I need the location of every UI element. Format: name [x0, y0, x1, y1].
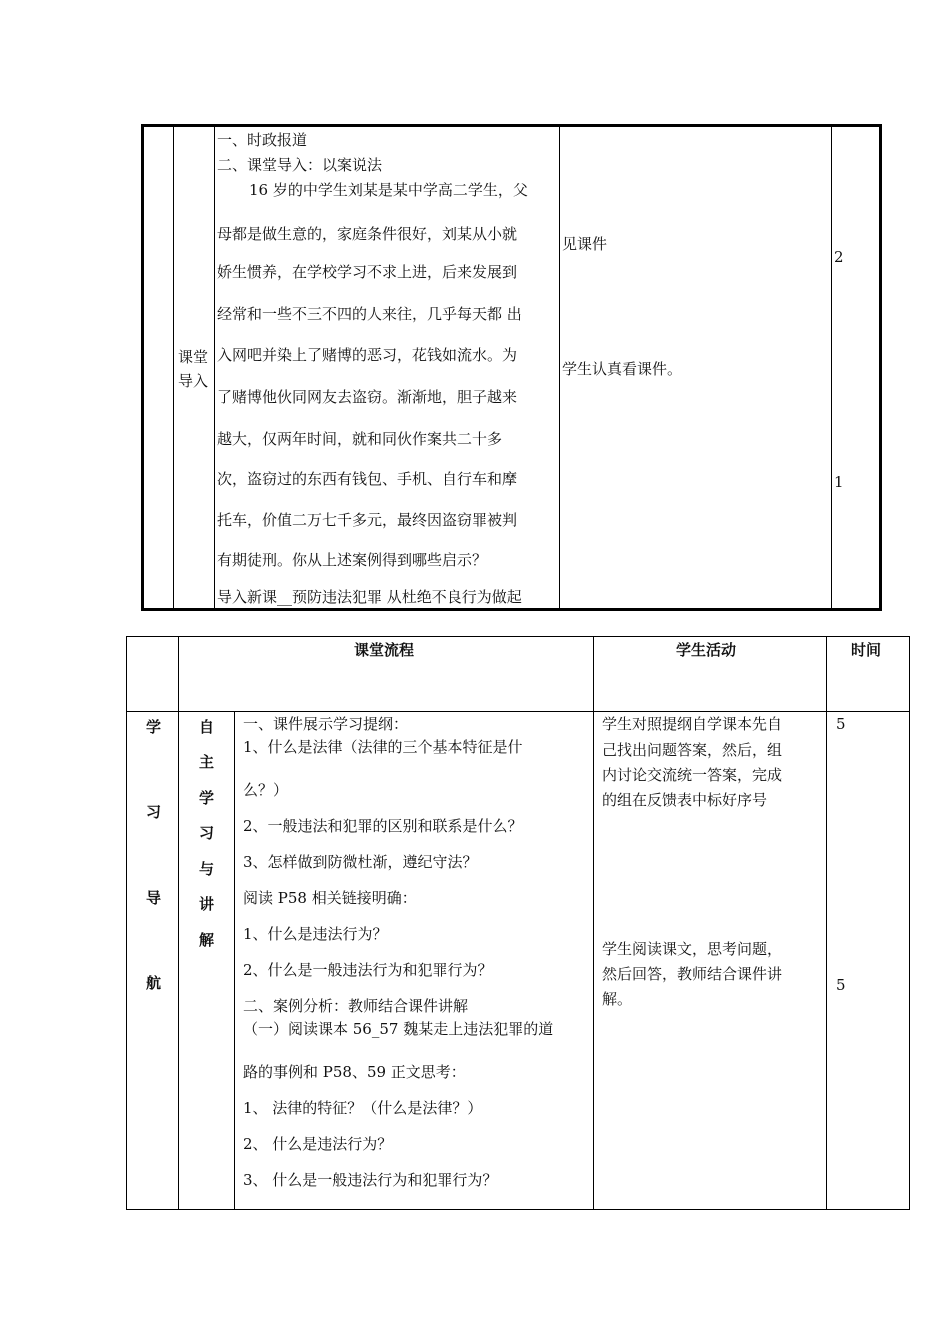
content-line: 二、课堂导入：以案说法 [217, 156, 383, 174]
student-activity: 解。 [602, 990, 633, 1008]
content-line: 入网吧并染上了赌博的恶习，花钱如流水。为 [217, 346, 518, 364]
stage-label-line1: 课堂 [178, 348, 209, 366]
content-line: 3、怎样做到防微杜渐，遵纪守法？ [243, 853, 478, 871]
content-line: 16 岁的中学生刘某是某中学高二学生，父 [249, 181, 528, 199]
content-line: 1、什么是法律（法律的三个基本特征是什 [243, 738, 523, 756]
section-char: 学 [146, 718, 162, 736]
time-value: 5 [836, 976, 846, 994]
student-activity: 己找出问题答案，然后，组 [602, 741, 783, 759]
time-value: 2 [834, 248, 844, 266]
stage-char: 解 [199, 931, 215, 949]
header-process: 课堂流程 [354, 641, 415, 659]
stage-label-line2: 导入 [178, 372, 209, 390]
content-line: 2、 什么是违法行为？ [243, 1135, 393, 1153]
content-line: 1、 法律的特征？（什么是法律？） [243, 1099, 483, 1117]
content-line: 次，盗窃过的东西有钱包、手机、自行车和摩 [217, 470, 518, 488]
content-line: 托车，价值二万七千多元，最终因盗窃罪被判 [217, 511, 518, 529]
header-student-activity: 学生活动 [676, 641, 737, 659]
content-line: 3、 什么是一般违法行为和犯罪行为？ [243, 1171, 498, 1189]
content-line: 阅读 P58 相关链接明确： [243, 889, 417, 907]
time-value: 1 [834, 473, 844, 491]
content-line: 么？） [243, 781, 289, 799]
section-char: 导 [146, 889, 162, 907]
time-value: 5 [836, 715, 846, 733]
content-line: 路的事例和 P58、59 正文思考： [243, 1063, 466, 1081]
stage-char: 与 [199, 860, 215, 878]
stage-char: 自 [199, 718, 215, 736]
content-line: 经常和一些不三不四的人来往，几乎每天都 出 [217, 305, 522, 323]
student-activity: 学生阅读课文，思考问题， [602, 940, 783, 958]
content-line: 2、一般违法和犯罪的区别和联系是什么？ [243, 817, 523, 835]
content-line: 1、什么是违法行为？ [243, 925, 388, 943]
stage-char: 讲 [199, 895, 215, 913]
student-activity: 学生认真看课件。 [562, 360, 683, 378]
student-activity: 然后回答，教师结合课件讲 [602, 965, 783, 983]
stage-char: 习 [199, 824, 215, 842]
content-line: 一、课件展示学习提纲： [243, 715, 409, 733]
content-line: 有期徒刑。你从上述案例得到哪些启示？ [217, 551, 488, 569]
content-line: 一、时政报道 [217, 131, 308, 149]
content-line: 2、什么是一般违法行为和犯罪行为？ [243, 961, 493, 979]
content-line: 二、案例分析：教师结合课件讲解 [243, 997, 469, 1015]
section-char: 航 [146, 974, 162, 992]
section-char: 习 [146, 803, 162, 821]
student-activity: 见课件 [562, 235, 608, 253]
student-activity: 学生对照提纲自学课本先自 [602, 715, 783, 733]
header-time: 时间 [851, 641, 882, 659]
stage-char: 学 [199, 789, 215, 807]
content-line: 越大，仅两年时间，就和同伙作案共二十多 [217, 430, 503, 448]
content-line: 了赌博他伙同网友去盗窃。渐渐地，胆子越来 [217, 388, 518, 406]
student-activity: 的组在反馈表中标好序号 [602, 791, 768, 809]
content-line: 母都是做生意的，家庭条件很好，刘某从小就 [217, 225, 518, 243]
content-line: 导入新课__预防违法犯罪 从杜绝不良行为做起 [217, 588, 522, 606]
stage-char: 主 [199, 753, 215, 771]
student-activity: 内讨论交流统一答案，完成 [602, 766, 783, 784]
content-line: 娇生惯养，在学校学习不求上进，后来发展到 [217, 263, 518, 281]
content-line: （一）阅读课本 56_57 魏某走上违法犯罪的道 [243, 1020, 554, 1038]
